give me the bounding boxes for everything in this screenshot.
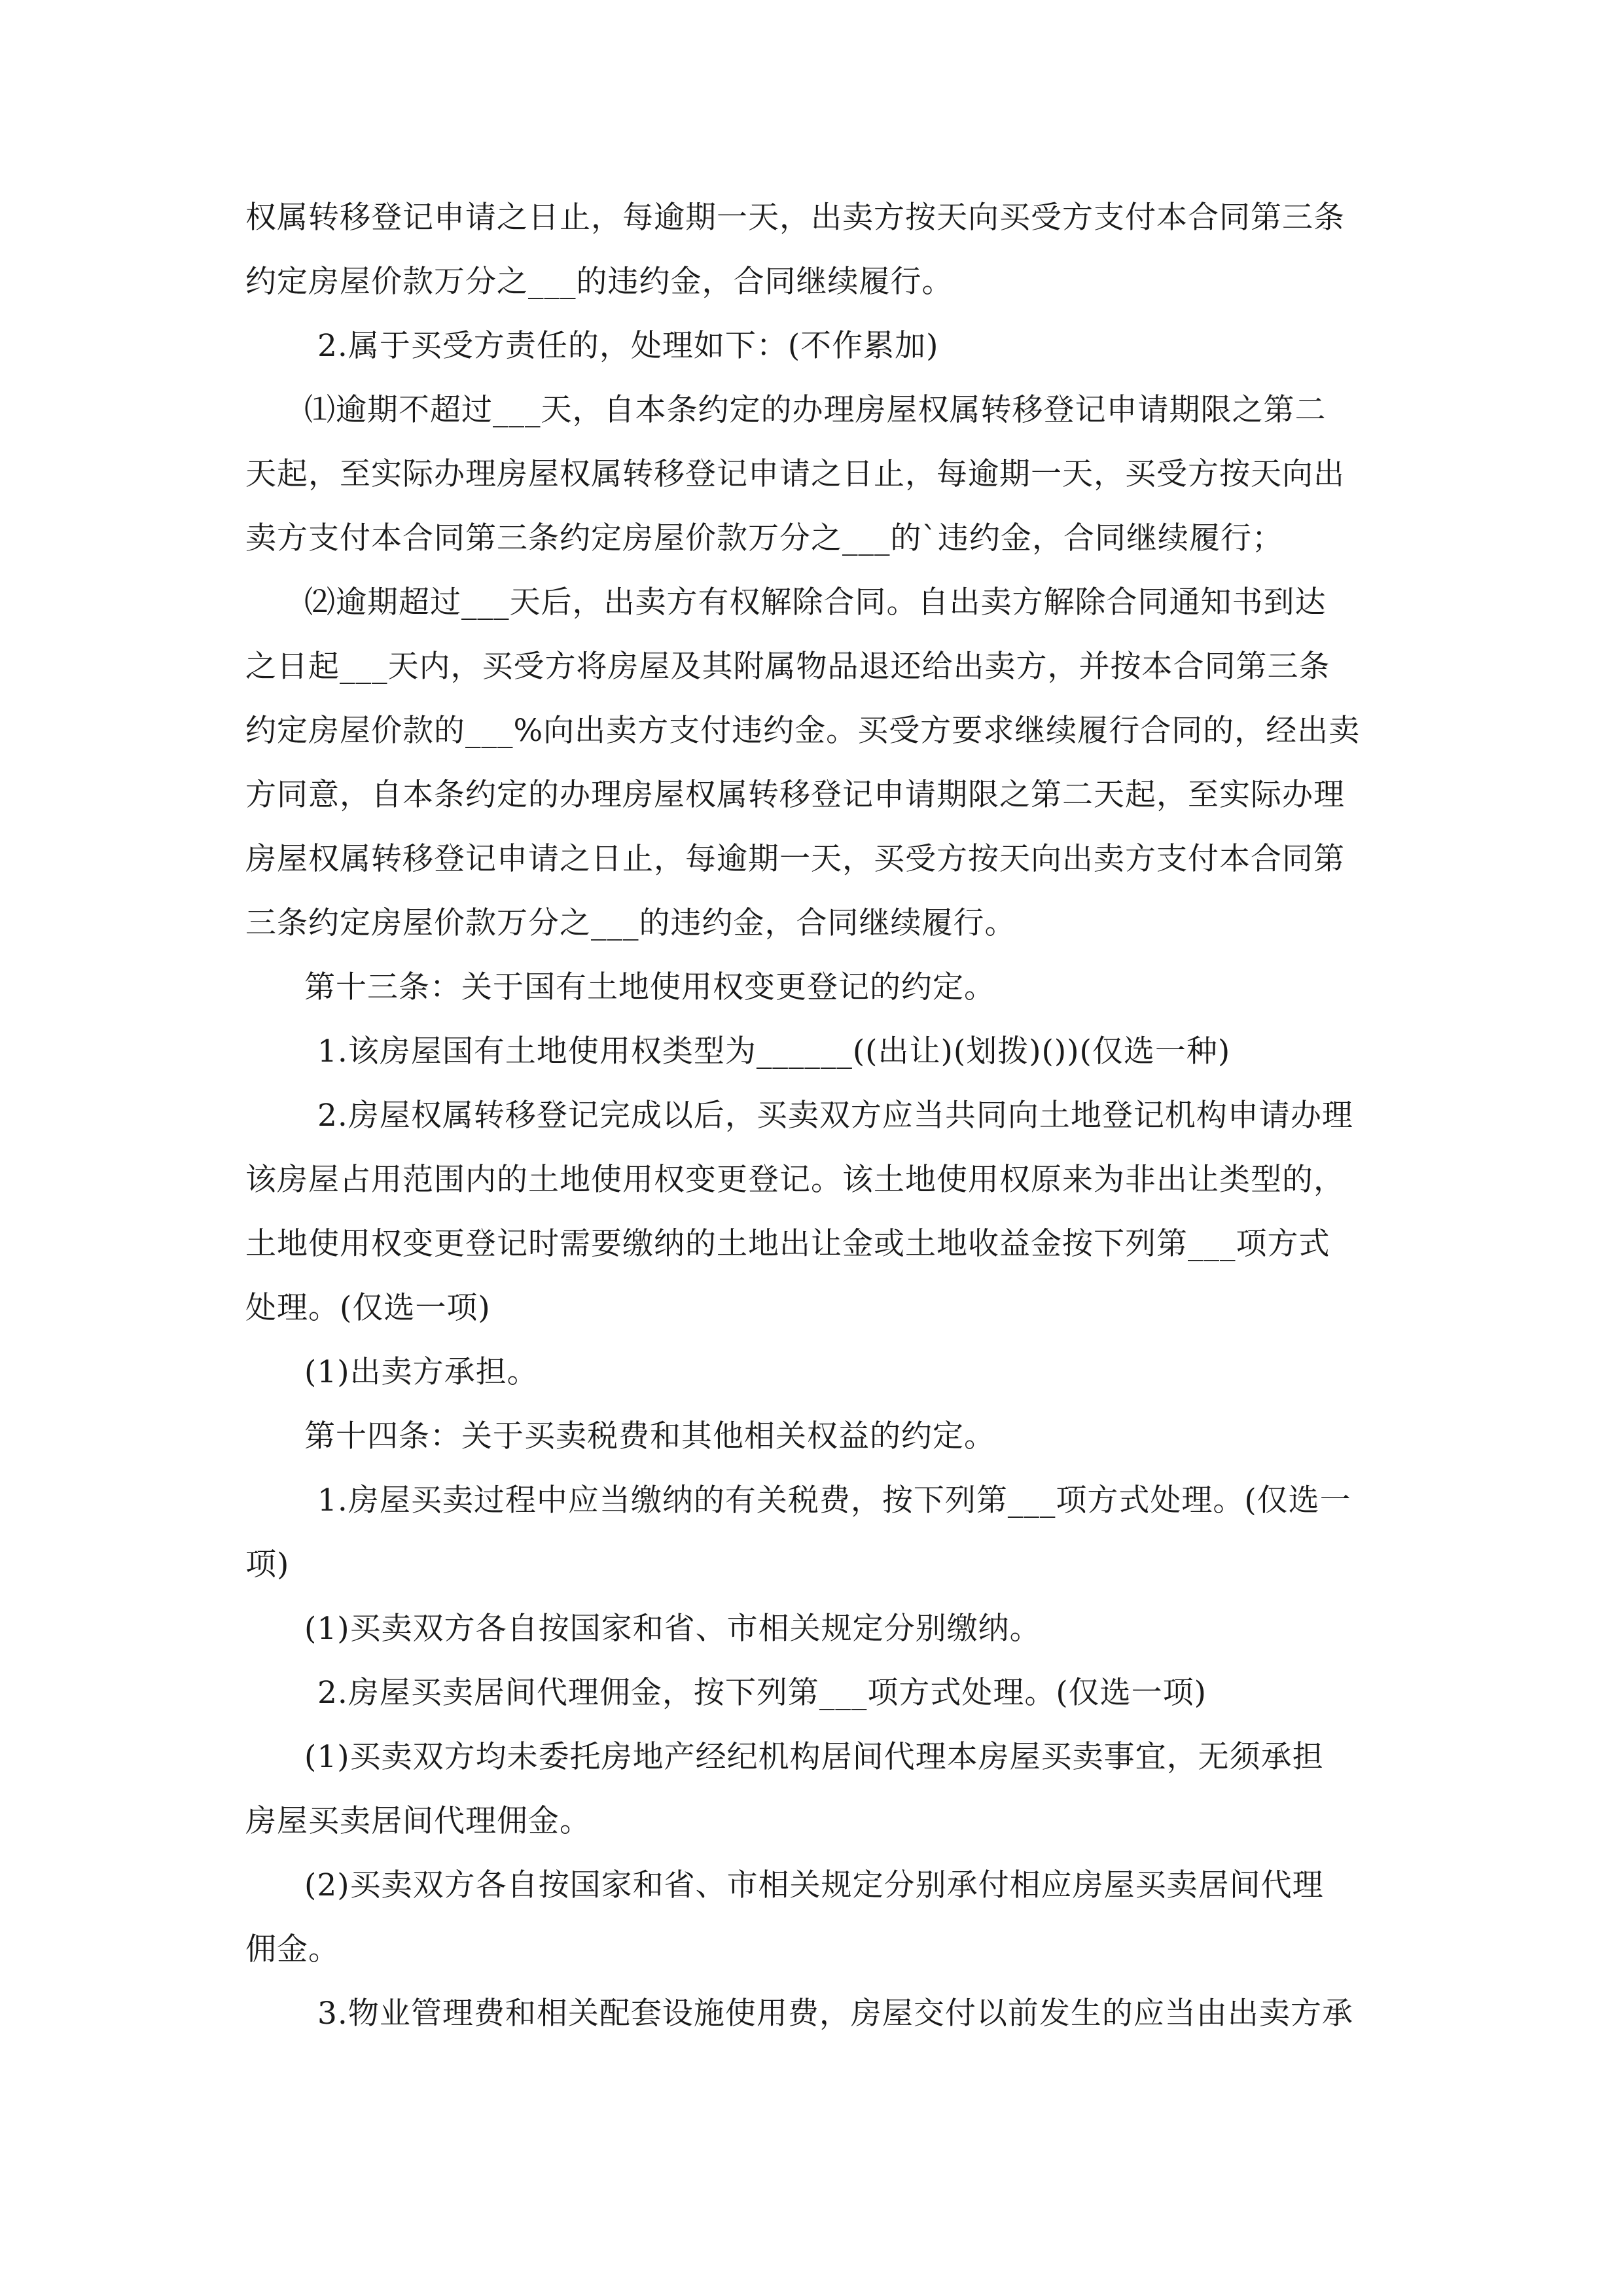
text-line: (1)买卖双方均未委托房地产经纪机构居间代理本房屋买卖事宜，无须承担 — [304, 1739, 1324, 1775]
text-line: 项) — [245, 1547, 290, 1583]
text-line: 权属转移登记申请之日止，每逾期一天，出卖方按天向买受方支付本合同第三条 — [245, 200, 1345, 236]
text-line: 2.房屋权属转移登记完成以后，买卖双方应当共同向土地登记机构申请办理 — [317, 1098, 1353, 1134]
text-line: 房屋权属转移登记申请之日止，每逾期一天，买受方按天向出卖方支付本合同第 — [245, 841, 1345, 877]
section-heading: 第十四条：关于买卖税费和其他相关权益的约定。 — [304, 1418, 995, 1454]
text-line: (1)买卖双方各自按国家和省、市相关规定分别缴纳。 — [304, 1611, 1041, 1647]
text-line: 佣金。 — [245, 1931, 340, 1967]
text-line: (2)买卖双方各自按国家和省、市相关规定分别承付相应房屋买卖居间代理 — [304, 1867, 1324, 1903]
text-line: 1.该房屋国有土地使用权类型为______((出让)(划拨)())(仅选一种) — [317, 1033, 1231, 1069]
section-heading: 第十三条：关于国有土地使用权变更登记的约定。 — [304, 969, 995, 1005]
text-line: ⑵逾期超过___天后，出卖方有权解除合同。自出卖方解除合同通知书到达 — [304, 584, 1327, 620]
text-line: 之日起___天内，买受方将房屋及其附属物品退还给出卖方，并按本合同第三条 — [245, 649, 1330, 685]
text-line: 处理。(仅选一项) — [245, 1290, 491, 1326]
text-line: 该房屋占用范围内的土地使用权变更登记。该土地使用权原来为非出让类型的， — [245, 1162, 1345, 1198]
text-line: 房屋买卖居间代理佣金。 — [245, 1803, 591, 1839]
text-line: ⑴逾期不超过___天，自本条约定的办理房屋权属转移登记申请期限之第二 — [304, 392, 1327, 428]
text-line: 1.房屋买卖过程中应当缴纳的有关税费，按下列第___项方式处理。(仅选一 — [317, 1482, 1351, 1518]
text-line: 2.属于买受方责任的，处理如下：(不作累加) — [317, 328, 939, 364]
text-line: 2.房屋买卖居间代理佣金，按下列第___项方式处理。(仅选一项) — [317, 1675, 1207, 1711]
text-line: 约定房屋价款的___%向出卖方支付违约金。买受方要求继续履行合同的，经出卖 — [245, 713, 1361, 749]
text-line: 土地使用权变更登记时需要缴纳的土地出让金或土地收益金按下列第___项方式 — [245, 1226, 1330, 1262]
text-line: 卖方支付本合同第三条约定房屋价款万分之___的`违约金，合同继续履行； — [245, 520, 1283, 556]
text-line: 天起，至实际办理房屋权属转移登记申请之日止，每逾期一天，买受方按天向出 — [245, 456, 1345, 492]
text-line: 约定房屋价款万分之___的违约金，合同继续履行。 — [245, 264, 954, 300]
text-line: 方同意，自本条约定的办理房屋权属转移登记申请期限之第二天起，至实际办理 — [245, 777, 1345, 813]
text-line: 3.物业管理费和相关配套设施使用费，房屋交付以前发生的应当由出卖方承 — [317, 1996, 1353, 2032]
text-line: (1)出卖方承担。 — [304, 1354, 539, 1390]
text-line: 三条约定房屋价款万分之___的违约金，合同继续履行。 — [245, 905, 1016, 941]
